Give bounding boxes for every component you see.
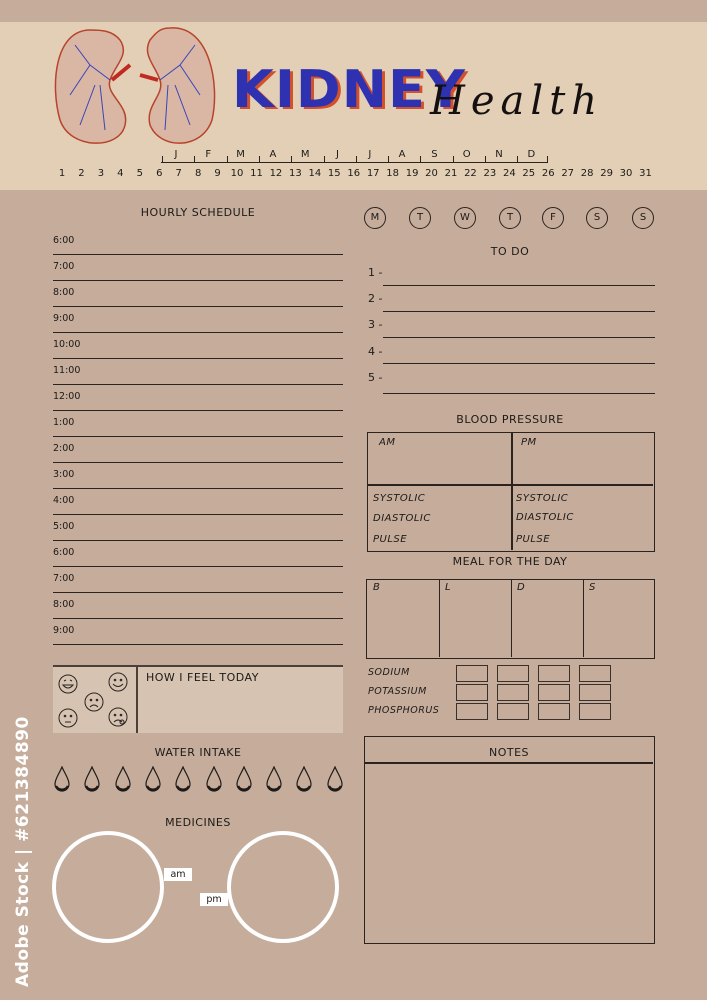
schedule-line-12[interactable] [53,566,343,567]
bp-am-systolic: SYSTOLIC [373,493,426,504]
schedule-time: 12:00 [53,391,81,402]
mineral-box[interactable] [456,665,488,682]
day-14[interactable]: 14 [308,168,322,179]
sad-face-icon [85,693,103,711]
month-tick [194,156,195,162]
mineral-label: PHOSPHORUS [368,705,440,716]
water-drop-icon[interactable] [83,766,101,792]
bp-title: BLOOD PRESSURE [456,413,564,426]
bp-divider [511,433,513,550]
notes-divider [365,762,653,764]
day-8[interactable]: 8 [194,168,202,179]
day-2[interactable]: 2 [78,168,85,179]
mineral-box[interactable] [538,684,570,701]
mood-title: HOW I FEEL TODAY [146,671,259,684]
mood-divider [136,667,138,733]
month-tick [420,156,421,162]
mood-faces [56,670,134,732]
bp-pm-systolic: SYSTOLIC [516,493,569,504]
month-tick [259,156,260,162]
month-12[interactable]: D [527,149,536,160]
schedule-time: 1:00 [53,417,75,428]
schedule-line-15[interactable] [53,644,343,645]
day-15[interactable]: 15 [327,168,341,179]
schedule-time: 8:00 [53,287,75,298]
weekday-5[interactable]: S [586,207,608,229]
schedule-line-1[interactable] [53,280,343,281]
month-5[interactable]: M [300,149,310,160]
kidneys-illustration [50,25,225,150]
todo-line-2[interactable] [383,311,655,312]
water-drop-icon[interactable] [326,766,344,792]
day-21[interactable]: 21 [444,168,458,179]
day-25[interactable]: 25 [522,168,536,179]
month-4[interactable]: A [269,149,277,160]
day-18[interactable]: 18 [386,168,399,179]
schedule-line-0[interactable] [53,254,343,255]
weekday-1[interactable]: T [409,207,431,229]
day-16[interactable]: 16 [347,168,361,179]
bp-pm-diastolic: DIASTOLIC [516,512,574,523]
day-31[interactable]: 31 [639,168,652,179]
day-19[interactable]: 19 [405,168,419,179]
meals-title: MEAL FOR THE DAY [452,555,568,568]
notes-box[interactable] [364,736,655,944]
day-4[interactable]: 4 [117,168,124,179]
month-3[interactable]: M [236,149,245,160]
schedule-line-8[interactable] [53,462,343,463]
day-6[interactable]: 6 [156,168,163,179]
schedule-line-14[interactable] [53,618,343,619]
water-title: WATER INTAKE [154,746,242,759]
month-tick [453,156,454,162]
happy-face-icon [109,673,127,691]
mineral-label: POTASSIUM [368,686,427,697]
month-6[interactable]: J [336,149,339,160]
month-axis [161,162,548,163]
day-5[interactable]: 5 [136,168,143,179]
month-tick [227,156,228,162]
schedule-time: 6:00 [53,235,75,246]
day-22[interactable]: 22 [464,168,477,179]
mineral-box[interactable] [456,684,488,701]
mineral-box[interactable] [497,703,529,720]
bp-am-diastolic: DIASTOLIC [373,513,431,524]
water-drop-icon[interactable] [295,766,313,792]
weekday-4[interactable]: F [542,207,564,229]
water-drop-icon[interactable] [174,766,192,792]
month-tick [162,156,163,162]
weekday-2[interactable]: W [454,207,476,229]
month-9[interactable]: S [431,149,438,160]
schedule-time: 7:00 [53,573,75,584]
day-28[interactable]: 28 [580,168,594,179]
medicine-pm-circle[interactable] [227,831,339,943]
medicine-am-label: am [164,868,192,881]
todo-line-4[interactable] [383,363,655,364]
schedule-time: 9:00 [53,625,75,636]
month-tick [356,156,357,162]
schedule-line-5[interactable] [53,384,343,385]
schedule-line-4[interactable] [53,358,343,359]
month-tick [324,156,325,162]
bp-pm-pulse: PULSE [516,534,551,545]
day-27[interactable]: 27 [561,168,575,179]
schedule-time: 6:00 [53,547,75,558]
bp-am-label: AM [379,437,396,448]
crying-face-icon [109,708,127,726]
medicines-title: MEDICINES [165,816,231,829]
schedule-time: 9:00 [53,313,75,324]
meal-label: S [589,582,596,593]
mineral-box[interactable] [497,684,529,701]
mineral-box[interactable] [497,665,529,682]
day-12[interactable]: 12 [269,168,283,179]
todo-number: 1 - [368,266,383,279]
month-tick [291,156,292,162]
schedule-line-3[interactable] [53,332,343,333]
schedule-line-7[interactable] [53,436,343,437]
day-24[interactable]: 24 [502,168,516,179]
todo-number: 5 - [368,371,383,384]
day-7[interactable]: 7 [175,168,182,179]
neutral-face-icon [59,709,77,727]
todo-number: 3 - [368,318,383,331]
schedule-title: HOURLY SCHEDULE [140,206,256,219]
notes-title: NOTES [488,746,530,759]
schedule-time: 2:00 [53,443,75,454]
day-17[interactable]: 17 [366,168,380,179]
todo-line-1[interactable] [383,285,655,286]
water-drop-icon[interactable] [144,766,162,792]
todo-line-3[interactable] [383,337,655,338]
mineral-box[interactable] [456,703,488,720]
schedule-time: 7:00 [53,261,75,272]
water-drop-icon[interactable] [265,766,283,792]
month-2[interactable]: F [205,149,212,160]
meal-table [366,579,655,659]
bp-am-pulse: PULSE [373,534,408,545]
schedule-line-2[interactable] [53,306,343,307]
schedule-line-9[interactable] [53,488,343,489]
water-drop-icon[interactable] [114,766,132,792]
todo-number: 4 - [368,345,383,358]
month-tick [547,156,548,162]
mineral-box[interactable] [579,665,611,682]
todo-number: 2 - [368,292,383,305]
schedule-line-11[interactable] [53,540,343,541]
day-20[interactable]: 20 [425,168,438,179]
day-26[interactable]: 26 [541,168,555,179]
schedule-time: 3:00 [53,469,75,480]
schedule-line-13[interactable] [53,592,343,593]
day-13[interactable]: 13 [289,168,302,179]
blood-pressure-table [367,432,655,552]
day-10[interactable]: 10 [230,168,244,179]
month-tick [485,156,486,162]
mineral-box[interactable] [538,665,570,682]
meal-label: L [445,582,452,593]
water-drop-icon[interactable] [235,766,253,792]
month-11[interactable]: N [495,149,503,160]
title: KIDNEY [232,59,466,120]
month-10[interactable]: O [462,149,471,160]
mood-box [53,665,343,733]
medicine-pm-label: pm [200,893,228,906]
schedule-time: 8:00 [53,599,75,610]
weekday-6[interactable]: S [632,207,654,229]
day-1[interactable]: 1 [58,168,66,179]
month-tick [517,156,518,162]
day-23[interactable]: 23 [483,168,497,179]
todo-title: TO DO [490,245,530,258]
day-3[interactable]: 3 [97,168,105,179]
schedule-line-10[interactable] [53,514,343,515]
water-drop-icon[interactable] [205,766,223,792]
medicine-am-circle[interactable] [52,831,164,943]
month-7[interactable]: J [368,149,372,160]
month-1[interactable]: J [174,149,178,160]
schedule-time: 11:00 [53,365,81,376]
day-9[interactable]: 9 [214,168,221,179]
mineral-label: SODIUM [368,667,410,678]
month-tick [388,156,389,162]
bp-divider [368,484,653,486]
schedule-line-6[interactable] [53,410,343,411]
watermark: Adobe Stock | #621384890 [13,716,33,987]
mineral-box[interactable] [579,703,611,720]
todo-line-5[interactable] [383,393,655,394]
mineral-box[interactable] [579,684,611,701]
meal-label: B [373,582,381,593]
day-30[interactable]: 30 [619,168,633,179]
month-8[interactable]: A [398,149,406,160]
schedule-time: 5:00 [53,521,75,532]
day-11[interactable]: 11 [250,168,263,179]
day-29[interactable]: 29 [600,168,613,179]
bp-pm-label: PM [521,437,537,448]
mineral-box[interactable] [538,703,570,720]
water-drop-icon[interactable] [53,766,71,792]
meal-label: D [517,582,526,593]
weekday-3[interactable]: T [499,207,521,229]
weekday-0[interactable]: M [364,207,386,229]
schedule-time: 4:00 [53,495,75,506]
laughing-face-icon [59,675,77,693]
schedule-time: 10:00 [53,339,81,350]
subtitle: Health [430,78,604,124]
